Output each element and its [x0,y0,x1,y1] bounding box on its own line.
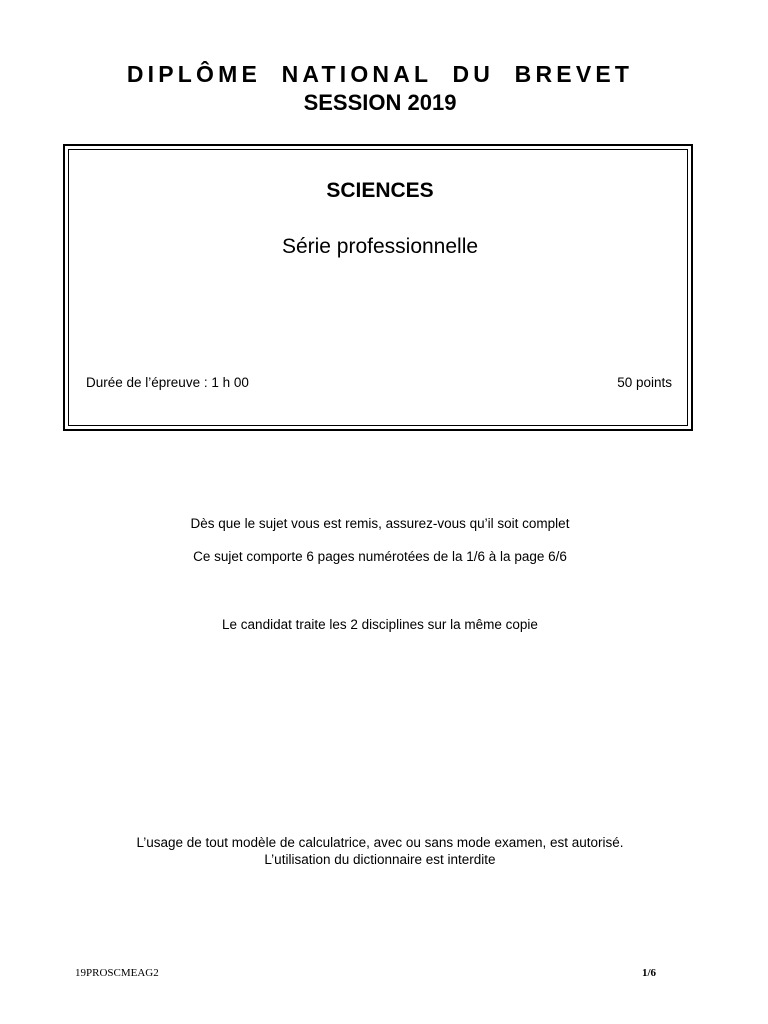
exam-points: 50 points [617,375,672,390]
instruction-page-count: Ce sujet comporte 6 pages numérotées de la 1/6 à la page 6/6 [193,549,567,564]
page-number: 1/6 [642,967,657,979]
exam-title: DIPLÔME NATIONAL DU BREVET [126,61,634,87]
instruction-same-copy: Le candidat traite les 2 disciplines sur la même copie [222,617,538,632]
dictionary-rule: L’utilisation du dictionnaire est interdite [264,852,496,867]
calculator-rule: L’usage de tout modèle de calculatrice, avec ou sans mode examen, est autorisé. [136,835,624,850]
document-code: 19PROSCMEAG2 [75,967,159,979]
exam-duration: Durée de l’épreuve : 1 h 00 [86,375,249,390]
instruction-check-complete: Dès que le sujet vous est remis, assurez-vous qu’il soit complet [190,516,570,531]
subject-title: SCIENCES [326,179,434,202]
series-label: Série professionnelle [281,235,479,258]
session-year: SESSION 2019 [303,90,457,115]
